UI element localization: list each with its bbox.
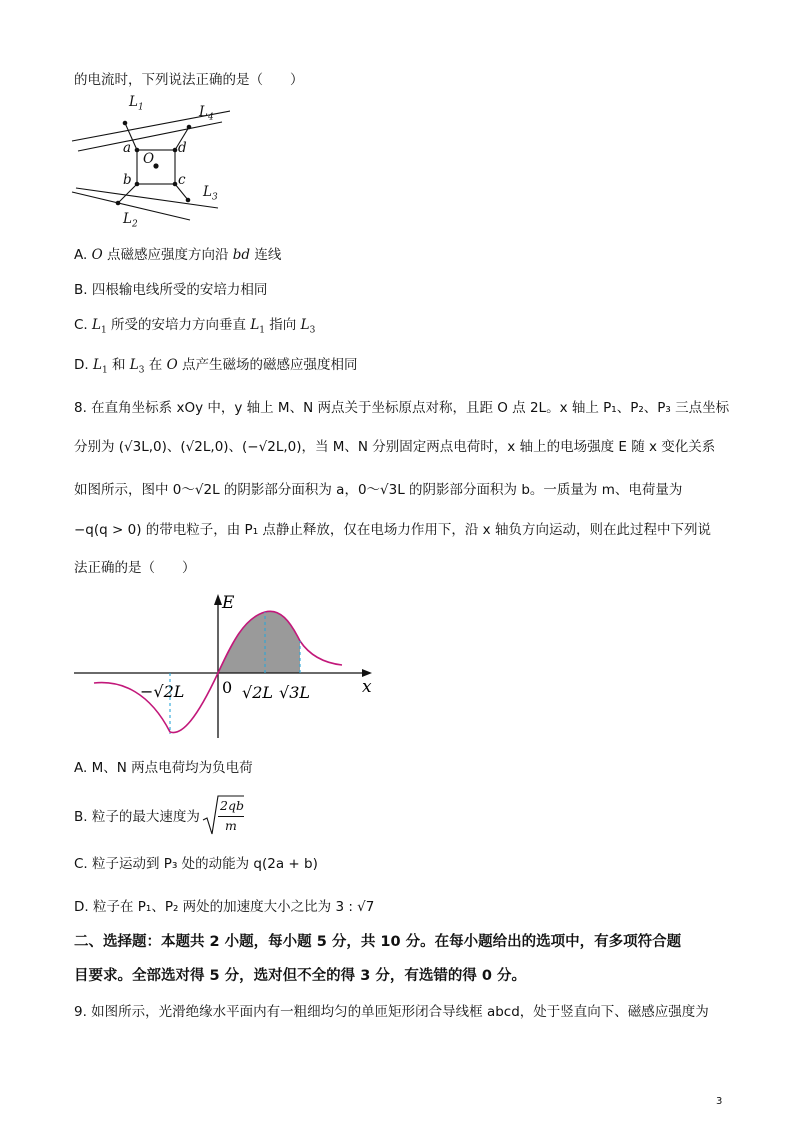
- origin-label: 0: [222, 678, 233, 697]
- x-axis-label: x: [362, 677, 372, 697]
- label-c: c: [178, 172, 186, 188]
- section-2-heading-line-2: 目要求。全部选对得 5 分，选对但不全的得 3 分，有选错的得 0 分。: [74, 968, 527, 984]
- point-O-dot: [153, 163, 158, 168]
- q9-stem-line-1: 9. 如图所示，光滑绝缘水平面内有一粗细均匀的单匝矩形闭合导线框 abcd，处于竖直向下、磁感应强度为: [74, 1004, 709, 1020]
- tick-sqrt2L: √2L: [242, 683, 273, 702]
- q7-stem-tail: 的电流时，下列说法正确的是（ ）: [74, 72, 304, 88]
- label-d: d: [178, 140, 187, 156]
- tick-sqrt3L: √3L: [279, 683, 310, 702]
- label-L2: $L_2$: [123, 211, 138, 230]
- q8-stem-line-1: 8. 在直角坐标系 xOy 中，y 轴上 M、N 两点关于坐标原点对称，且距 O 点 2L。x 轴上 P₁、P₂、P₃ 三点坐标: [74, 400, 730, 416]
- q8-stem-line-3: 如图所示，图中 0～√2L 的阴影部分面积为 a，0～√3L 的阴影部分面积为 b。一质量为 m、电荷量为: [74, 482, 683, 498]
- label-L3: $L_3$: [203, 184, 218, 203]
- label-L4: $L_4$: [199, 104, 214, 123]
- q7-option-c: C. $L_1$ 所受的安培力方向垂直 $L_1$ 指向 $L_3$: [74, 317, 316, 336]
- page-number: 3: [716, 1096, 723, 1107]
- label-L1: $L_1$: [129, 94, 144, 113]
- label-O: O: [143, 151, 155, 167]
- y-axis-arrow: [214, 594, 222, 605]
- section-2-heading-line-1: 二、选择题：本题共 2 小题，每小题 5 分，共 10 分。在每小题给出的选项中，有多项符合题: [74, 934, 682, 950]
- q8-option-a: A. M、N 两点电荷均为负电荷: [74, 760, 253, 776]
- x-axis-arrow: [362, 669, 372, 677]
- q7-option-b: B. 四根输电线所受的安培力相同: [74, 282, 268, 298]
- label-b: b: [123, 172, 132, 188]
- y-axis-label: E: [222, 593, 235, 613]
- q7-option-d: D. $L_1$ 和 $L_3$ 在 O 点产生磁场的磁感应强度相同: [74, 357, 358, 376]
- q8-option-d: D. 粒子在 P₁、P₂ 两处的加速度大小之比为 3 : √7: [74, 899, 375, 915]
- tick-neg-sqrt2L: −√2L: [140, 682, 185, 701]
- q8-e-x-graph: [72, 588, 382, 748]
- q8-stem-line-2: 分别为 (√3L,0)、(√2L,0)、(−√2L,0)，当 M、N 分别固定两点电荷时，x 轴上的电场强度 E 随 x 变化关系: [74, 439, 716, 455]
- q8-option-c: C. 粒子运动到 P₃ 处的动能为 q(2a + b): [74, 856, 318, 872]
- q7-option-a: A. O 点磁感应强度方向沿 bd 连线: [74, 247, 282, 263]
- q8-stem-line-4: −q(q > 0) 的带电粒子，由 P₁ 点静止释放，仅在电场力作用下，沿 x 轴负方向运动，则在此过程中下列说: [74, 522, 711, 538]
- q8-stem-line-5: 法正确的是（ ）: [74, 560, 196, 576]
- label-a: a: [123, 140, 132, 156]
